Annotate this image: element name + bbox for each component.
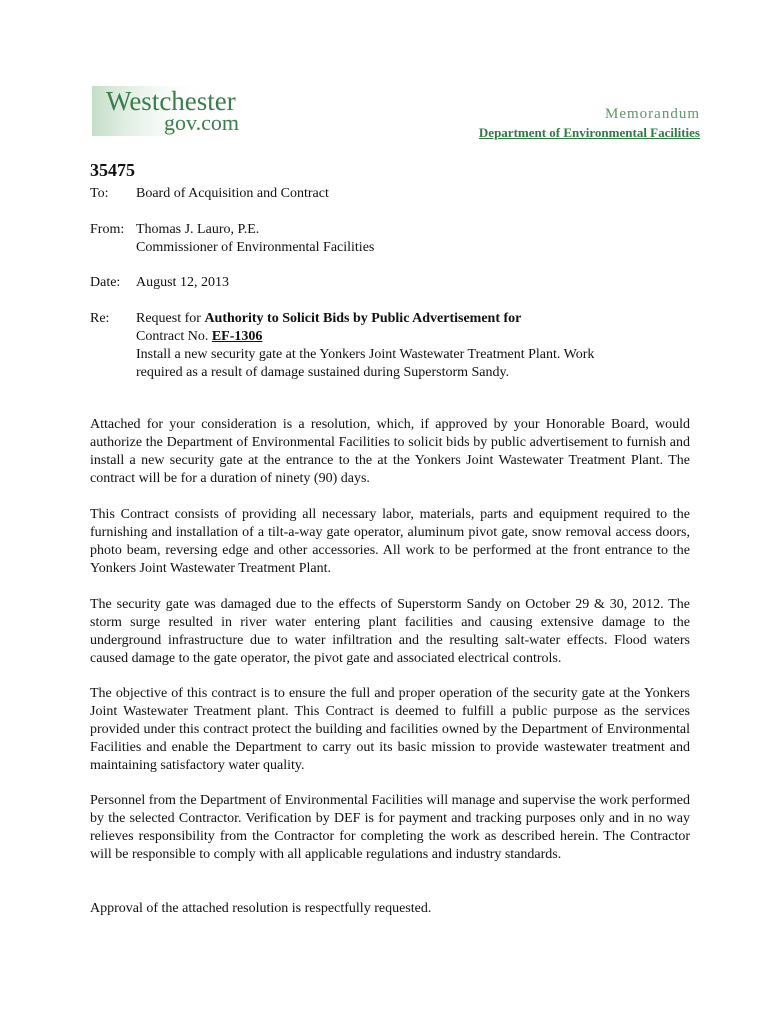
re-request (136, 310, 696, 328)
westchester-logo (92, 80, 262, 140)
logo-line1: Westchester (106, 86, 236, 116)
to-value: Board of Acquisition and Contract (136, 186, 329, 201)
paragraph-text: Personnel from the Department of Environmental Facilities will manage and supervise the work performed by the selected Contractor. Verification by DEF is for payment and tracking purposes only and in no way relieves responsibility from the Contractor for completing the work as described herein. The Contractor will be responsible to comply with all applicable regulations and industry standards. (90, 793, 690, 862)
paragraph-5 (90, 792, 690, 864)
re-label: Re: (90, 311, 110, 326)
paragraph-3 (90, 596, 690, 668)
paragraph-text: This Contract consists of providing all necessary labor, materials, parts and equipment required to the furnishing and installation of a tilt-a-way gate operator, aluminum pivot gate, snow removal access doors, photo beam, reversing edge and other accessories. All work to be performed at the front entrance to the Yonkers Joint Wastewater Treatment Plant. (90, 507, 690, 576)
re-description-1: Install a new security gate at the Yonkers Joint Wastewater Treatment Plant. Work (136, 347, 595, 362)
paragraph-text: The security gate was damaged due to the effects of Superstorm Sandy on October 29 & 30, 2012. The storm surge resulted in river water entering plant facilities and causing extensive damage to the underground infrastructure due to water infiltration and the resulting salt-water effects. Flood waters caused damage to the gate operator, the pivot gate and associated electrical controls. (90, 597, 690, 666)
document-number: 35475 (90, 160, 135, 180)
memo-title: Memorandum (605, 106, 700, 122)
from-label: From: (90, 222, 125, 237)
date-label: Date: (90, 275, 121, 290)
paragraph-text: Approval of the attached resolution is respectfully requested. (90, 901, 432, 916)
paragraph-4 (90, 685, 690, 775)
paragraph-6 (90, 900, 690, 918)
paragraph-text: The objective of this contract is to ensure the full and proper operation of the security gate at the Yonkers Joint Wastewater Treatment plant. This Contract is deemed to fulfill a public purpose as the services provided under this contract protect the building and facilities owned by the Department of Environmental Facilities and enable the Department to carry out its basic mission to provide wastewater treatment and maintaining satisfactory water quality. (90, 686, 690, 773)
paragraph-text: Attached for your consideration is a resolution, which, if approved by your Honorable Board, would authorize the Department of Environmental Facilities to solicit bids by public advertisement to furnish and install a new security gate at the entrance to the at the Yonkers Joint Wastewater Treatment Plant. The contract will be for a duration of ninety (90) days. (90, 417, 690, 486)
department-name: Department of Environmental Facilities (478, 125, 700, 140)
paragraph-1 (90, 416, 690, 488)
re-contract (136, 328, 696, 346)
to-label: To: (90, 186, 109, 201)
logo-line2: gov.com (164, 110, 239, 135)
from-title: Commissioner of Environmental Facilities (136, 240, 375, 255)
re-request-subject: Authority to Solicit Bids by Public Advertisement for (204, 311, 522, 326)
re-contract-prefix: Contract No. (136, 329, 212, 344)
contract-number: EF-1306 (211, 329, 263, 344)
paragraph-2 (90, 506, 690, 578)
from-name: Thomas J. Lauro, P.E. (136, 222, 260, 237)
memo-header (479, 106, 700, 141)
re-description-2: required as a result of damage sustained during Superstorm Sandy. (136, 365, 510, 380)
re-request-prefix: Request for (136, 311, 205, 326)
date-value: August 12, 2013 (136, 275, 229, 290)
